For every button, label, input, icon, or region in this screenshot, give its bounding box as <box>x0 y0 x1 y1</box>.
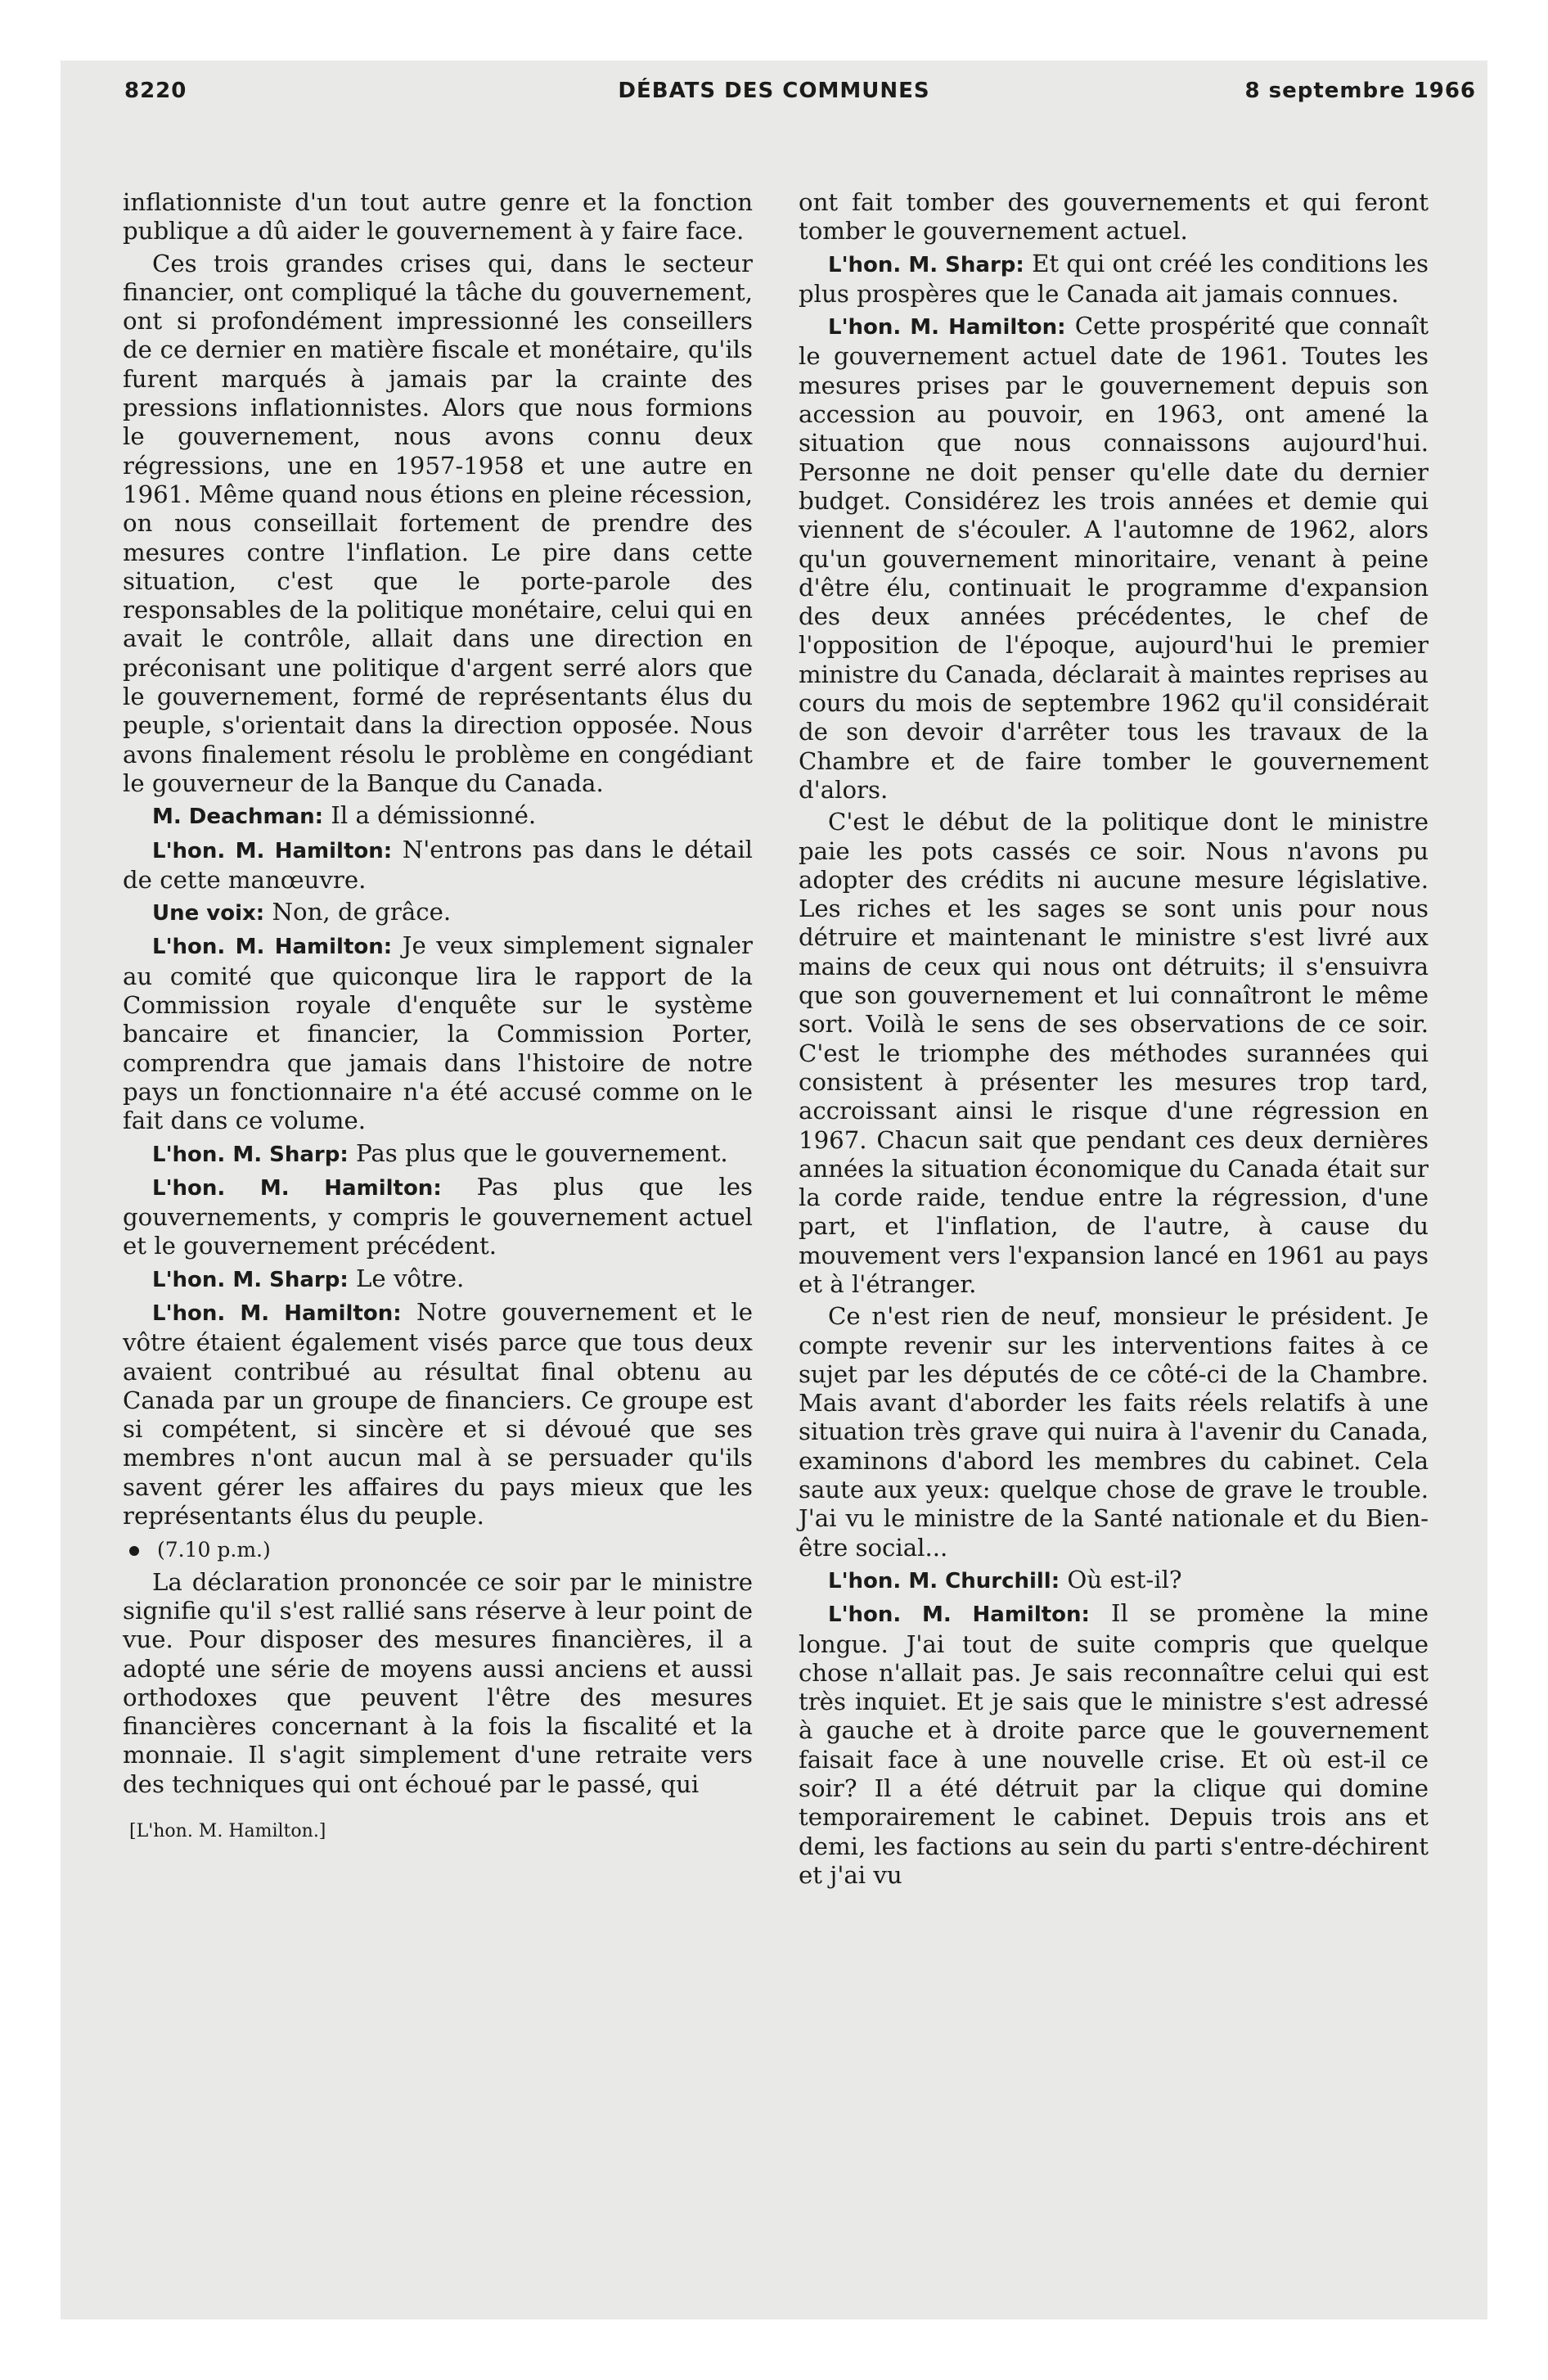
speech-text: Pas plus que le gouvernement. <box>356 1138 728 1167</box>
speech <box>799 1599 1429 1890</box>
paragraph: La déclaration prononcée ce soir par le ministre signifie qu'il s'est rallié sans réserve à leur point de vue. Pour disposer des mesures financières, il a adopté une série de moyens aussi anciens et aussi orthodoxes que peuvent l'être des mesures financières concernant à la fois la fiscalité et la monnaie. Il s'agit simplement d'une retraite vers des techniques qui ont échoué par le passé, qui <box>123 1567 753 1798</box>
bullet-icon <box>129 1546 139 1556</box>
page-date: 8 septembre 1966 <box>1244 79 1476 103</box>
speech-text: Il se promène la mine longue. J'ai tout de suite compris que quelque chose n'allait pas. Je sais reconnaître celui qui est très inquiet. Et je sais que le ministre s'est adressé à gauche et à droite parce que le gouvernement faisait face à une nouvelle crise. Et où est-il ce soir? Il a été détruit par la clique qui domine temporairement le cabinet. Depuis trois ans et demi, les factions au sein du parti s'entre-déchirent et j'ai vu <box>799 1599 1429 1889</box>
speech <box>799 312 1429 805</box>
speech <box>123 1298 753 1530</box>
speaker-name: L'hon. M. Hamilton: <box>152 1175 442 1201</box>
page-header <box>67 79 1481 119</box>
speaker-name: L'hon. M. Sharp: <box>152 1142 349 1167</box>
speaker-name: L'hon. M. Hamilton: <box>152 838 393 863</box>
speech-text: Je veux simplement signaler au comité que quiconque lira le rapport de la Commission royale d'enquête sur le système bancaire et financier, la Commission Porter, comprendra que jamais dans l'histoire de notre pays un fonctionnaire n'a été accusé comme on le fait dans ce volume. <box>123 931 753 1135</box>
paragraph: Ce n'est rien de neuf, monsieur le président. Je compte revenir sur les interventions faites à ce sujet par les députés de ce côté-ci de la Chambre. Mais avant d'aborder les faits réels relatifs à une situation très grave qui nuira à l'avenir du Canada, examinons d'abord les membres du cabinet. Cela saute aux yeux: quelque chose de grave le trouble. J'ai vu le ministre de la Santé nationale et du Bien-être social... <box>799 1302 1429 1562</box>
paragraph: inflationniste d'un tout autre genre et la fonction publique a dû aider le gouvernement à y faire face. <box>123 188 753 246</box>
speech <box>123 836 753 895</box>
speaker-name: L'hon. M. Sharp: <box>828 252 1024 277</box>
time-marker <box>123 1535 753 1564</box>
speaker-name: L'hon. M. Hamilton: <box>152 935 393 960</box>
speech-text: Il a démissionné. <box>331 801 537 830</box>
speech <box>123 1264 753 1295</box>
left-column <box>123 188 753 1849</box>
speech <box>799 1566 1429 1596</box>
speech-text: Non, de grâce. <box>272 898 452 926</box>
speech <box>123 1139 753 1170</box>
speaker-name: L'hon. M. Hamilton: <box>828 315 1066 340</box>
paragraph: Ces trois grandes crises qui, dans le secteur financier, ont compliqué la tâche du gouvernement, ont si profondément impressionné les conseillers de ce dernier en matière fiscale et monétaire, qu'ils furent marqués à jamais par la crainte des pressions inflationnistes. Alors que nous formions le gouvernement, nous avons connu deux régressions, une en 1957-1958 et une autre en 1961. Même quand nous étions en pleine récession, on nous conseillait fortement de prendre des mesures contre l'inflation. Le pire dans cette situation, c'est que le porte-parole des responsables de la politique monétaire, celui qui en avait le contrôle, allait dans une direction en préconisant une politique d'argent serré alors que le gouvernement, formé de représentants élus du peuple, s'orientait dans la direction opposée. Nous avons finalement résolu le problème en congédiant le gouverneur de la Banque du Canada. <box>123 249 753 797</box>
speech <box>123 931 753 1135</box>
page-title: DÉBATS DES COMMUNES <box>618 79 930 103</box>
page-number: 8220 <box>124 79 187 103</box>
speaker-name: L'hon. M. Sharp: <box>152 1267 349 1292</box>
speaker-reference: [L'hon. M. Hamilton.] <box>129 1821 326 1842</box>
speech <box>799 250 1429 309</box>
speech-text: Notre gouvernement et le vôtre étaient également visés parce que tous deux avaient contribué au résultat final obtenu au Canada par un groupe de financiers. Ce groupe est si compétent, si sincère et si dévoué que ses membres n'ont aucun mal à se persuader qu'ils savent gérer les affaires du pays mieux que les représentants élus du peuple. <box>123 1297 754 1530</box>
speaker-name: L'hon. M. Hamilton: <box>828 1602 1090 1628</box>
speech-text: Où est-il? <box>1067 1565 1182 1593</box>
time-marker-text: (7.10 p.m.) <box>157 1538 271 1562</box>
right-column <box>799 188 1429 1893</box>
speech-text: Et qui ont créé les conditions les plus prospères que le Canada ait jamais connues. <box>799 249 1429 308</box>
speaker-name: L'hon. M. Churchill: <box>828 1568 1060 1593</box>
speech-text: Le vôtre. <box>356 1264 465 1292</box>
paragraph: C'est le début de la politique dont le ministre paie les pots cassés ce soir. Nous n'avons pu adopter des crédits ni aucune mesure législative. Les riches et les sages se sont unis pour nous détruire et maintenant le ministre s'est livré aux mains de ceux qui nous ont détruits; il s'ensuivra que son gouvernement et lui connaîtront le même sort. Voilà le sens de ses observations de ce soir. C'est le triomphe des méthodes surannées qui consistent à présenter les mesures trop tard, accroissant ainsi le risque d'une régression en 1967. Chacun sait que pendant ces deux dernières années la situation économique du Canada était sur la corde raide, tendue entre la régression, d'une part, et l'inflation, de l'autre, à cause du mouvement vers l'expansion lancé en 1961 au pays et à l'étranger. <box>799 808 1429 1298</box>
speech <box>123 1173 753 1261</box>
speech-text: Cette prospérité que connaît le gouvernement actuel date de 1961. Toutes les mesures prises par le gouvernement depuis son accession au pouvoir, en 1963, ont amené la situation que nous connaissons aujourd'hui. Personne ne doit penser qu'elle date du dernier budget. Considérez les trois années et demie qui viennent de s'écouler. A l'automne de 1962, alors qu'un gouvernement minoritaire, venant à peine d'être élu, continuait le programme d'expansion des deux années précédentes, le chef de l'opposition de l'époque, aujourd'hui le premier ministre du Canada, déclarait à maintes reprises au cours du mois de septembre 1962 qu'il considérait de son devoir d'arrêter tous les travaux de la Chambre et de faire tomber le gouvernement d'alors. <box>799 312 1429 804</box>
paragraph: ont fait tomber des gouvernements et qui feront tomber le gouvernement actuel. <box>799 188 1429 246</box>
speaker-name: Une voix: <box>152 901 265 926</box>
speech-text: Pas plus que les gouvernements, y compris le gouvernement actuel et le gouvernement précédent. <box>123 1172 753 1260</box>
speech <box>123 801 753 832</box>
speech-text: N'entrons pas dans le détail de cette manœuvre. <box>123 835 753 894</box>
speaker-name: M. Deachman: <box>152 805 324 830</box>
speaker-name: L'hon. M. Hamilton: <box>152 1300 402 1326</box>
speech <box>123 898 753 928</box>
